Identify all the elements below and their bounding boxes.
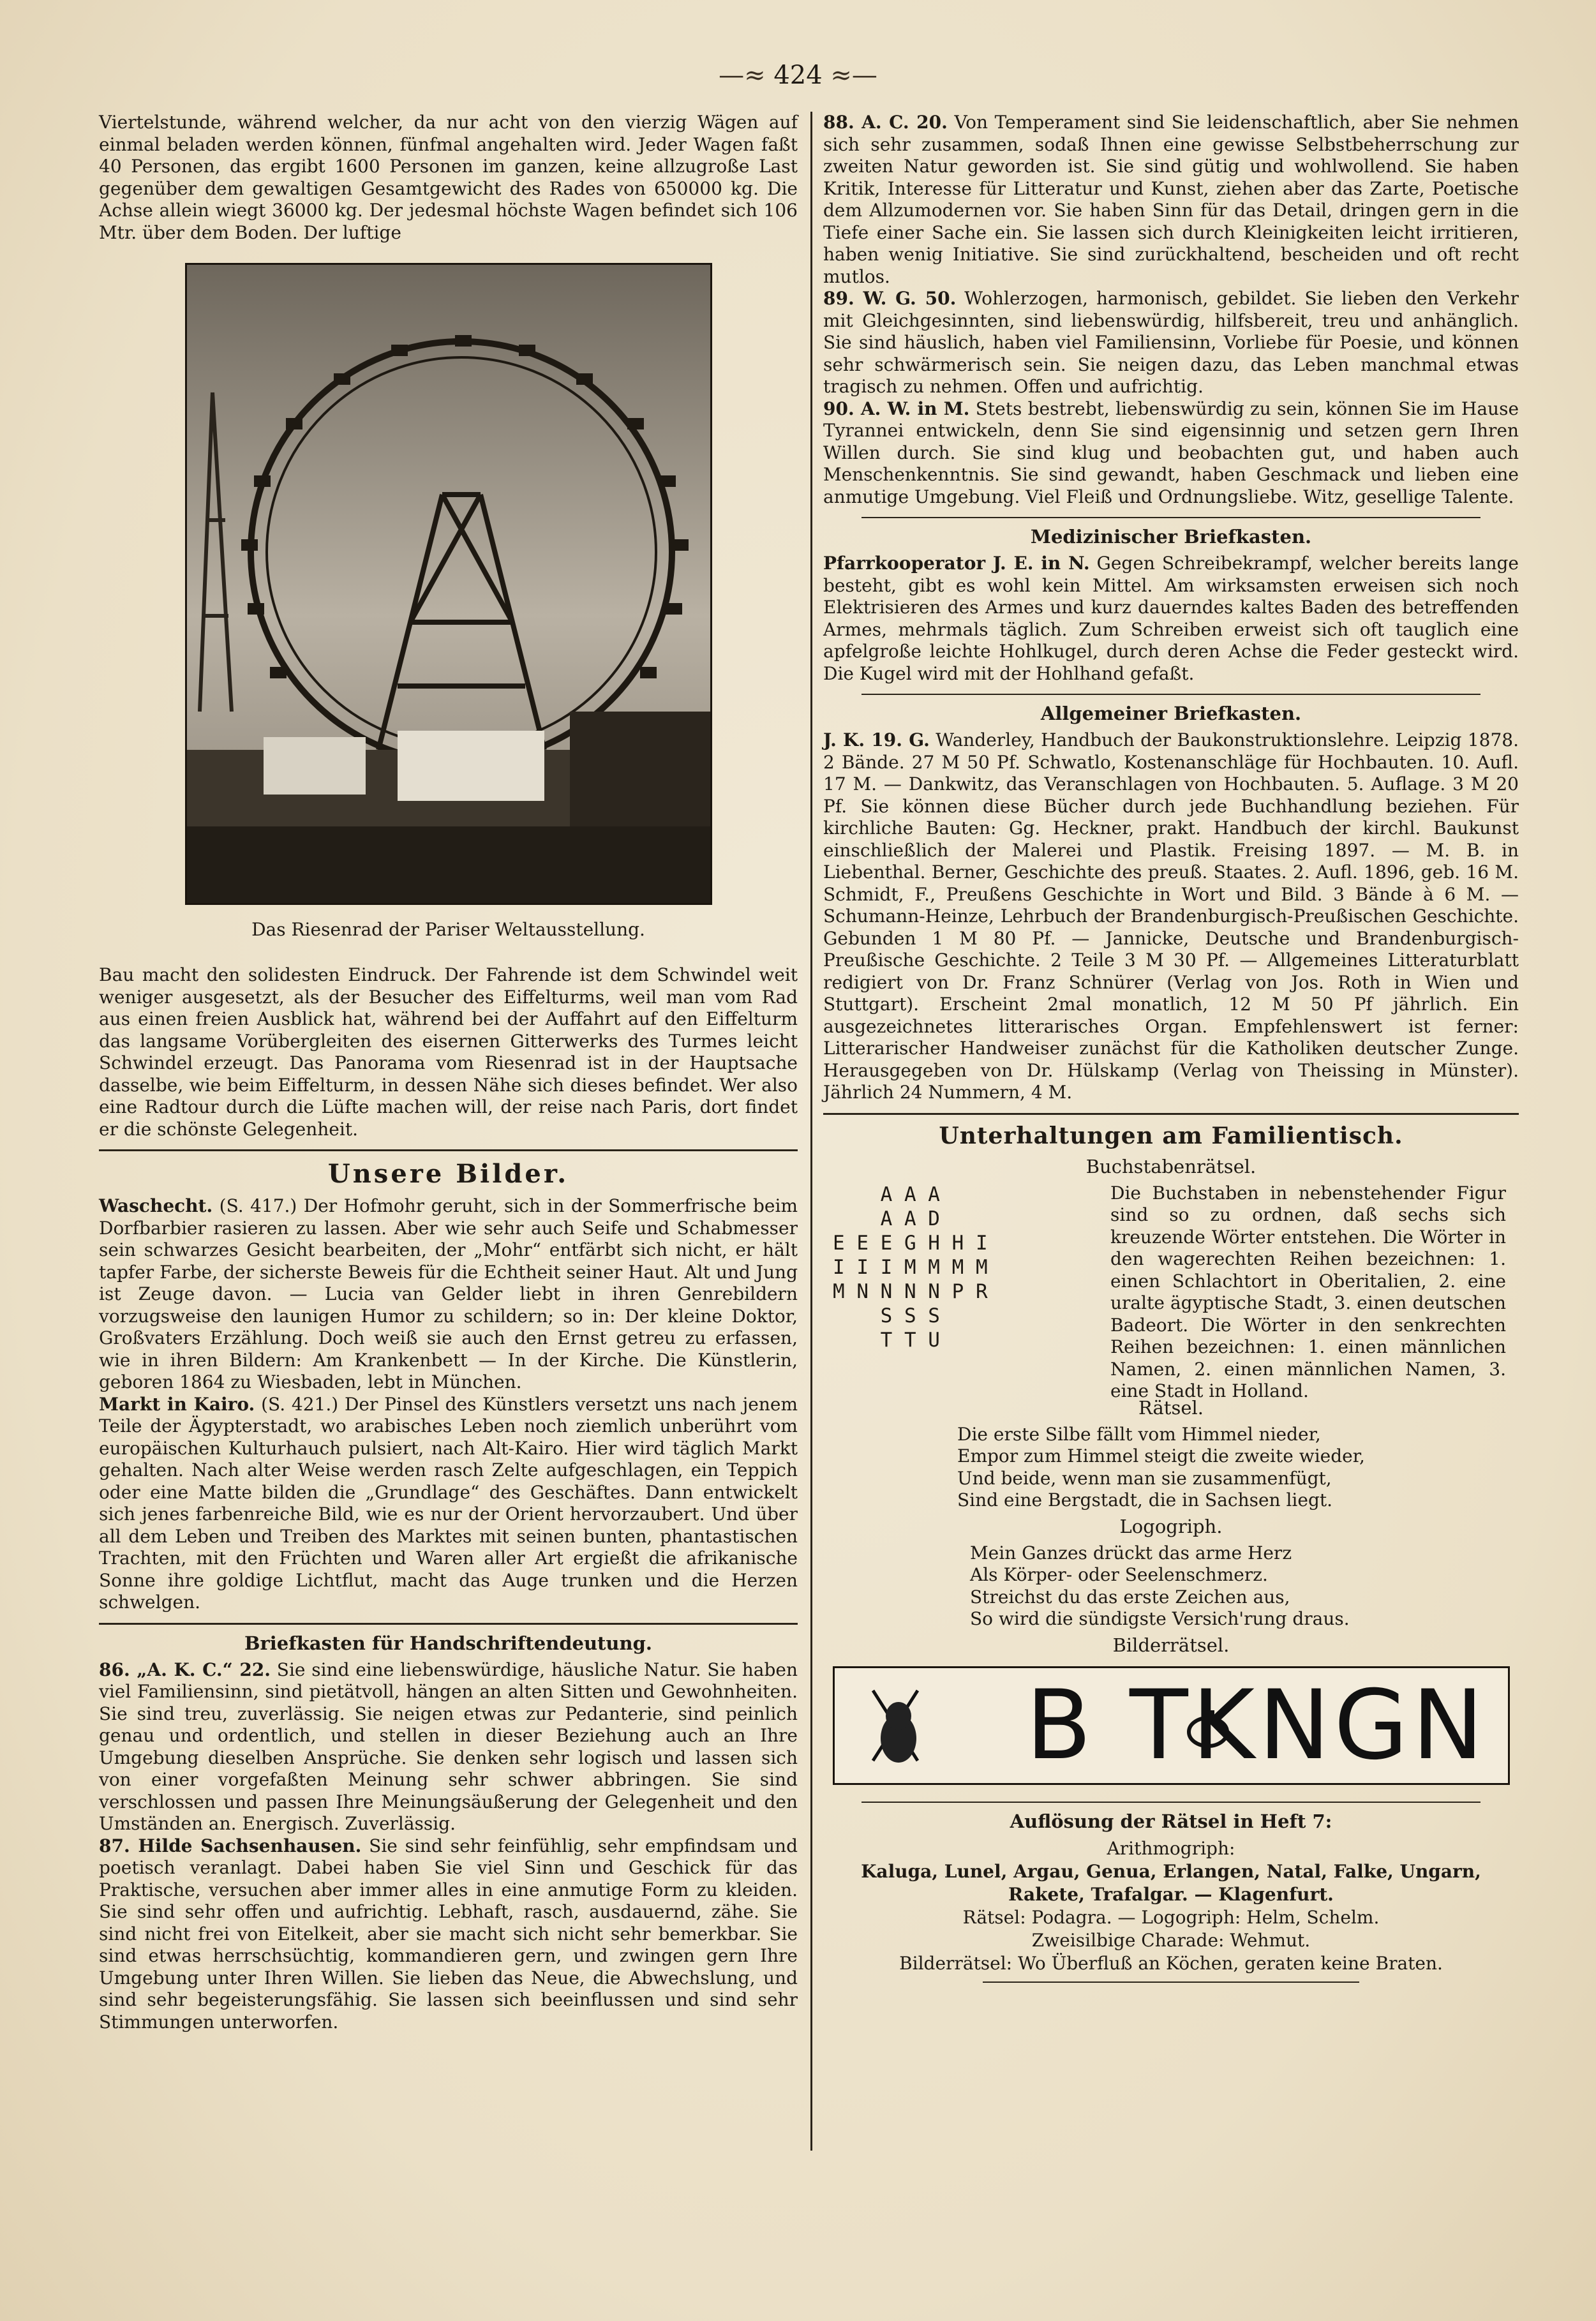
- divider: [861, 694, 1480, 695]
- ferris-wheel-text-2: Bau macht den solidesten Eindruck. Der Fahrende ist dem Schwindel weit weniger ausgesetzt, als der Besucher des Eiffelturms, weil man vom Rad aus einen freien Ausblick hat, während bei der Auffahrt auf den Eiffelturm das langsame Vorübergleiten des eisernen Gitterwerks des Turmes leicht Schwindel erzeugt. Das Panorama vom Riesenrad ist in der Hauptsache dasselbe, wie beim Eiffelturm, in dessen Nähe sich dieses befindet. Wer also eine Radtour durch die Lüfte machen will, der reise nach Paris, dort findet er die schönste Gelegenheit.: [99, 964, 798, 1140]
- section-heading-allgemein: Allgemeiner Briefkasten.: [1040, 703, 1302, 724]
- section-heading-medizinisch: Medizinischer Briefkasten.: [1030, 526, 1312, 548]
- logogriph-poem: Mein Ganzes drückt das arme Herz Als Körper- oder Seelenschmerz. Streichst du das erste Zeichen aus, So wird die sündigste Versich'rung draus.: [970, 1542, 1350, 1629]
- article-lead: Waschecht.: [99, 1195, 213, 1216]
- solutions-heading: Auflösung der Rätsel in Heft 7:: [1010, 1810, 1332, 1832]
- grid-row: I I I M M M M: [833, 1255, 988, 1279]
- letter-86: 86. „A. K. C.“ 22. Sie sind eine liebenswürdige, häusliche Natur. Sie haben viel Familiensinn, sind pietätvoll, hängen an alten Sitten und Gewohnheiten. Sie sind treu, zuverlässig. Sie neigen etwas zur Pedanterie, sind peinlich genau und ordentlich, und stellen in dieser Beziehung auch an Ihre Umgebung dieselben Ansprüche. Sie denken sehr logisch und lassen sich von einer vorgefaßten Meinung sehr schwer abbringen. Sie sind verschlossen und passen Ihre Meinungsäußerung der Gelegenheit und den Umständen an. Energisch. Zuverlässig.: [99, 1659, 798, 1834]
- divider: [861, 1802, 1480, 1803]
- grid-row: A A A: [833, 1183, 940, 1206]
- divider: [99, 1623, 798, 1625]
- grid-row: A A D: [833, 1207, 940, 1230]
- letter-puzzle: [823, 1182, 1519, 1401]
- letter-87: 87. Hilde Sachsenhausen. Sie sind sehr feinfühlig, sehr empfindsam und poetisch veranlagt. Dabei haben Sie viel Sinn und Geschick für das Praktische, versuchen aber immer alles in eine anmutige Form zu kleiden. Sie sind sehr offen und aufrichtig. Lebhaft, rasch, ausdauernd, zähe. Sie sind nicht frei von Eitelkeit, aber sie macht sich nicht sehr bemerkbar. Sie sind etwas herrschsüchtig, kommandieren gern, und zwingen gern Ihre Umgebung unter Ihren Willen. Sie lieben das Neue, die Abwechslung, und sind sehr begeisterungsfähig. Sie lassen sich beeinflussen und sind sehr Stimmungen unterworfen.: [99, 1835, 798, 2033]
- puzzle-title-raetsel: Rätsel.: [1138, 1396, 1204, 1419]
- solution-picture-puzzle: Bilderrätsel: Wo Überfluß an Köchen, geraten keine Braten.: [899, 1952, 1443, 1974]
- general-letter: J. K. 19. G. Wanderley, Handbuch der Baukonstruktionslehre. Leipzig 1878. 2 Bände. 27 M 50 Pf. Schwatlo, Kostenanschläge für Hochbauten. 10. Aufl. 17 M. — Dankwitz, das Veranschlagen von Hochbauten. 5. Auflage. 3 M 20 Pf. Sie können diese Bücher durch jede Buchhandlung beziehen. Für kirchliche Bauten: Gg. Heckner, prakt. Handbuch der kirchl. Baukunst einschließlich der Malerei und Plastik. Freising 1897. — M. B. in Liebenthal. Berner, Geschichte des preuß. Staates. 2. Aufl. 1896, geb. 16 M. Schmidt, F., Preußens Geschichte in Wort und Bild. 3 Bände à 6 M. — Schumann-Heinze, Lehrbuch der Brandenburgisch-Preußischen Geschichte. Gebunden 1 M 80 Pf. — Jannicke, Deutsche und Brandenburgisch-Preußische Geschichte. 2 Teile 3 M 30 Pf. — Allgemeines Litteraturblatt redigiert von Dr. Franz Schnürer (Verlag von Jos. Roth in Wien und Stuttgart). Erscheint 2mal monatlich, 12 M 50 Pf jährlich. Ein ausgezeichnetes litterarisches Organ. Empfehlenswert ist ferner: Litterarischer Handweiser zunächst für die Katholiken deutscher Zunge. Herausgegeben von Dr. Hülskamp (Verlag von Theissing in Münster). Jährlich 24 Nummern, 4 M.: [823, 729, 1519, 1103]
- ferris-wheel-text-1: Viertelstunde, während welcher, da nur acht von den vierzig Wägen auf einmal beladen werden können, fünfmal angehalten wird. Jeder Wagen faßt 40 Personen, das ergibt 1600 Personen im ganzen, keine allzugroße Last gegenüber dem gewaltigen Gesamtgewicht des Rades von 650000 kg. Die Achse allein wiegt 36000 kg. Der jedesmal höchste Wagen befindet sich 106 Mtr. über dem Boden. Der luftige: [99, 112, 798, 243]
- divider: [861, 517, 1480, 518]
- article-lead: Markt in Kairo.: [99, 1393, 255, 1415]
- rebus-letters: B TKNGN: [1025, 1669, 1488, 1781]
- photo-caption: Das Riesenrad der Pariser Weltausstellung.: [251, 919, 645, 940]
- letter-90: 90. A. W. in M. Stets bestrebt, liebenswürdig zu sein, können Sie im Hause Tyrannei entwickeln, denn Sie sind eigensinnig und setzen gern Ihren Willen durch. Sie sind klug und beobachten gut, und haben auch Menschenkenntnis. Sie sind gewandt, haben Geschmack und lieben eine anmutige Umgebung. Viel Fleiß und Ordnungsliebe. Witz, gesellige Talente.: [823, 398, 1519, 507]
- solution-charade: Zweisilbige Charade: Wehmut.: [1031, 1929, 1311, 1951]
- ferris-wheel-illustration: [187, 265, 710, 903]
- picture-puzzle: [833, 1666, 1510, 1785]
- right-column: [823, 112, 1519, 1989]
- letter-88: 88. A. C. 20. Von Temperament sind Sie leidenschaftlich, aber Sie nehmen sich sehr zusammen, sodaß Ihnen eine gewisse Selbstbeherrschung zur zweiten Natur geworden ist. Sie sind gütig und wohlwollend. Sie haben Kritik, Interesse für Litteratur und Kunst, ziehen aber das Zarte, Poetische dem Allzumodernen vor. Sie haben Sinn für das Detail, dringen gern in die Tiefe einer Sache ein. Sie lassen sich durch Kleinigkeiten leicht irritieren, haben wenig Initiative. Sie sind zurückhaltend, bescheiden und oft recht mutlos.: [823, 112, 1519, 287]
- page-number: —≈ 424 ≈—: [719, 61, 877, 90]
- divider: [99, 1149, 798, 1151]
- left-column: [99, 112, 798, 2033]
- solution-arithmogriph-label: Arithmogriph:: [1107, 1837, 1235, 1859]
- section-heading-familientisch: Unterhaltungen am Familientisch.: [939, 1122, 1403, 1149]
- section-heading-handschrift: Briefkasten für Handschriftendeutung.: [244, 1632, 652, 1654]
- puzzle-title-buchstabenraetsel: Buchstabenrätsel.: [1085, 1155, 1257, 1177]
- medical-letter: Pfarrkooperator J. E. in N. Gegen Schreibekrampf, welcher bereits lange besteht, gibt es wohl kein Mittel. Am wirksamsten erweisen sich noch Elektrisieren des Armes und kurz dauerndes kaltes Baden des betreffenden Armes, mehrmals täglich. Zum Schreiben erweist sich oft tauglich eine apfelgroße leichte Hohlkugel, durch deren Achse die Feder gesteckt wird. Die Kugel wird mit der Hohlhand gefaßt.: [823, 553, 1519, 684]
- grid-row: E E E G H H I: [833, 1231, 988, 1255]
- ferris-wheel-photo: [185, 263, 712, 905]
- divider: [983, 1981, 1359, 1983]
- letter-grid: [833, 1183, 1101, 1352]
- ornament-right-icon: ≈—: [830, 61, 877, 90]
- article-waschecht: Waschecht. (S. 417.) Der Hofmohr geruht, sich in der Sommerfrische beim Dorfbarbier rasieren zu lassen. Aber wie sehr auch Seife und Schabmesser sein schwarzes Gesicht bearbeiten, der „Mohr“ entfärbt sich nicht, er hält tapfer Farbe, der sicherste Beweis für die Echtheit seiner Haut. Alt und Jung ist Zeuge davon. — Lucia van Gelder liebt in ihren Genrebildern vorzugsweise den launigen Humor zu schildern; so in: Der kleine Doktor, Großvaters Erzählung. Doch weiß sie auch den Ernst getreu zu erfassen, wie in ihren Bildern: Am Krankenbett — In der Kirche. Die Künstlerin, geboren 1864 zu Wiesbaden, lebt in München.: [99, 1195, 798, 1392]
- puzzle-title-bilderraetsel: Bilderrätsel.: [1112, 1634, 1230, 1656]
- column-divider: [810, 112, 812, 2151]
- section-heading-unsere-bilder: Unsere Bilder.: [327, 1159, 569, 1189]
- grid-row: T T U: [833, 1328, 940, 1352]
- letter-puzzle-text: Die Buchstaben in nebenstehender Figur sind so zu ordnen, daß sechs sich kreuzende Wörter entstehen. Die Wörter in den wagerechten Reihen bezeichnen: 1. einen Schlachtort in Oberitalien, 2. eine uralte ägyptische Stadt, 3. einen deutschen Badeort. Die Wörter in den senkrechten Reihen bezeichnen: 1. einen männlichen Namen, 2. einen männlichen Namen, 3. eine Stadt in Holland.: [1110, 1182, 1506, 1401]
- ornament-left-icon: —≈: [719, 61, 766, 90]
- violin-icon: [847, 1678, 943, 1773]
- riddle-poem: Die erste Silbe fällt vom Himmel nieder, Empor zum Himmel steigt die zweite wieder, Und beide, wenn man sie zusammenfügt, Sind eine Bergstadt, die in Sachsen liegt.: [957, 1423, 1365, 1511]
- letter-89: 89. W. G. 50. Wohlerzogen, harmonisch, gebildet. Sie lieben den Verkehr mit Gleichgesinnten, sind liebenswürdig, hilfsbereit, treu und anhänglich. Sie sind häuslich, haben viel Familiensinn, Vorliebe für Poesie, und können sehr schwärmerisch sein. Sie neigen dazu, das Leben manchmal etwas tragisch zu nehmen. Offen und aufrichtig.: [823, 288, 1519, 397]
- puzzle-title-logogriph: Logogriph.: [1119, 1515, 1223, 1537]
- grid-row: M N N N N P R: [833, 1280, 988, 1303]
- solution-arithmogriph: Kaluga, Lunel, Argau, Genua, Erlangen, Natal, Falke, Ungarn, Rakete, Trafalgar. — Klagenfurt.: [861, 1860, 1481, 1905]
- divider: [823, 1113, 1519, 1115]
- article-markt-in-kairo: Markt in Kairo. (S. 421.) Der Pinsel des Künstlers versetzt uns nach jenem Teile der Ägypterstadt, wo arabisches Leben noch ziemlich unberührt vom europäischen Kulturhauch pulsiert, nach Alt-Kairo. Hier wird täglich Markt gehalten. Nach alter Weise werden rasch Zelte aufgeschlagen, ein Teppich oder eine Matte bilden die „Grundlage“ des Geschäftes. Dann entwickelt sich jenes farbenreiche Bild, wie es nur der Orient hervorzaubert. Und über all dem Leben und Treiben des Marktes mit seinen bunten, phantastischen Trachten, mit den Früchten und Waren aller Art ergießt die afrikanische Sonne ihre goldige Lichtflut, macht das Auge trunken und die Herzen schwelgen.: [99, 1393, 798, 1613]
- solution-riddle: Rätsel: Podagra. — Logogriph: Helm, Schelm.: [962, 1906, 1380, 1928]
- grid-row: S S S: [833, 1304, 940, 1327]
